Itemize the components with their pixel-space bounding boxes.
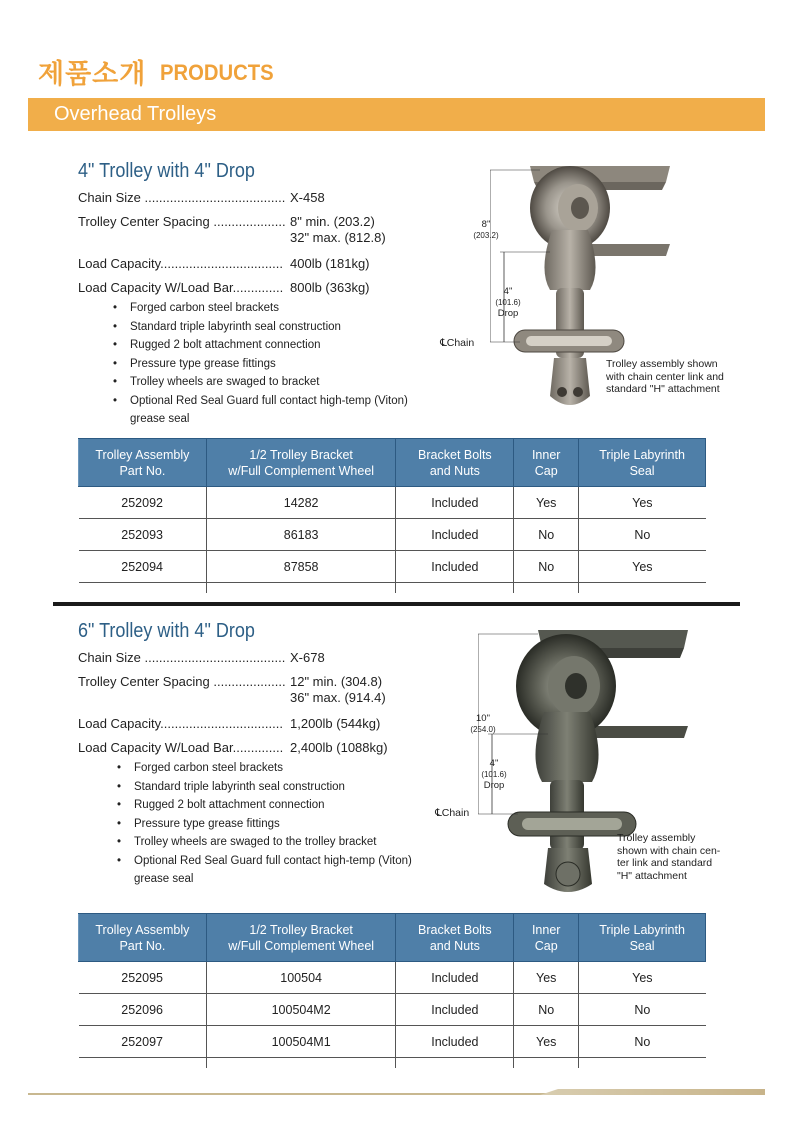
dimension-height	[468, 219, 504, 241]
header-line: Cap	[534, 938, 558, 953]
header-line: Part No.	[119, 938, 166, 953]
table-cell: 100504M2	[206, 994, 396, 1026]
feature-item: • Standard triple labyrinth seal construction	[113, 319, 408, 338]
section-banner	[28, 98, 765, 131]
spec-load-capacity	[78, 716, 381, 731]
feature-item-continuation: grease seal	[134, 873, 194, 885]
banner-title: Overhead Trolleys	[54, 103, 217, 125]
header-line: Bracket Bolts	[418, 922, 492, 937]
table-cell: 14282	[206, 487, 396, 519]
table-cell: No	[579, 994, 706, 1026]
dimension-height-value: 10"	[476, 713, 490, 724]
table-row	[79, 962, 706, 994]
header-title-korean: 제품소개	[38, 59, 147, 90]
header-line: Seal	[629, 463, 655, 478]
image-caption	[617, 832, 720, 882]
spec-load-capacity	[78, 256, 370, 271]
feature-list	[113, 300, 408, 430]
table-row	[79, 994, 706, 1026]
table-row	[79, 551, 706, 583]
col-header-inner-cap	[514, 439, 579, 487]
header-line: Inner	[531, 447, 561, 462]
table-cell: No	[514, 994, 579, 1026]
table-cell: 87858	[206, 551, 396, 583]
table-cell: Yes	[514, 487, 579, 519]
spec-label: Load Capacity..................................	[78, 716, 283, 731]
feature-list	[117, 760, 412, 890]
spec-center-spacing	[78, 674, 383, 689]
header-line: 1/2 Trolley Bracket	[249, 447, 353, 462]
centerline-icon: ℄	[435, 807, 442, 819]
table-cell: 86183	[206, 519, 396, 551]
table-cell: 252092	[79, 487, 207, 519]
table-cell: Yes	[579, 487, 706, 519]
feature-item: • Standard triple labyrinth seal construction	[117, 779, 412, 798]
section-divider	[53, 602, 740, 606]
col-header-bolts	[396, 914, 514, 962]
header-line: Part No.	[119, 463, 166, 478]
caption-line: Trolley assembly shown	[606, 358, 718, 370]
dimension-height-mm: (254.0)	[470, 725, 496, 734]
col-header-bracket	[206, 439, 396, 487]
table-cell: Included	[396, 1026, 514, 1058]
table-cell: 252096	[79, 994, 207, 1026]
centerline-icon: ℄	[440, 337, 447, 349]
col-header-seal	[579, 439, 706, 487]
table-stub-row	[79, 1058, 706, 1068]
header-line: Trolley Assembly	[95, 922, 190, 937]
caption-line: standard "H" attachment	[606, 383, 720, 395]
spec-load-capacity-bar	[78, 280, 370, 295]
parts-table-6in	[78, 913, 706, 1068]
header-line: and Nuts	[429, 938, 480, 953]
dimension-drop-label: Drop	[497, 308, 519, 319]
table-cell: Included	[396, 519, 514, 551]
table-cell: Included	[396, 962, 514, 994]
spec-value: 800lb (363kg)	[290, 280, 370, 295]
image-caption	[606, 358, 724, 396]
table-cell: 100504M1	[206, 1026, 396, 1058]
header-line: Inner	[531, 922, 561, 937]
dimension-drop	[476, 758, 512, 791]
table-cell: No	[514, 551, 579, 583]
spec-center-spacing	[78, 214, 375, 229]
spec-load-capacity-bar	[78, 740, 388, 755]
table-stub-row	[79, 583, 706, 593]
spec-chain-size	[78, 650, 325, 665]
feature-item: • Trolley wheels are swaged to the trolley bracket	[117, 834, 412, 853]
spec-value: 36" max. (914.4)	[290, 690, 386, 705]
header-line: Bracket Bolts	[418, 447, 492, 462]
dimension-height	[463, 713, 503, 735]
col-header-part-no	[79, 914, 207, 962]
header-line: Seal	[629, 938, 655, 953]
dimension-drop	[490, 286, 526, 319]
spec-label: Load Capacity W/Load Bar..............	[78, 280, 284, 295]
table-cell: Yes	[579, 962, 706, 994]
feature-item: • Trolley wheels are swaged to bracket	[113, 374, 408, 393]
spec-label: Load Capacity..................................	[78, 256, 283, 271]
footer-accent-bar	[540, 1089, 765, 1095]
spec-value: 8" min. (203.2)	[290, 214, 375, 229]
table-cell: Included	[396, 487, 514, 519]
table-cell: 100504	[206, 962, 396, 994]
dimension-drop-label: Drop	[483, 780, 505, 791]
feature-item: • Pressure type grease fittings	[113, 356, 408, 375]
parts-table-4in	[78, 438, 706, 593]
col-header-part-no	[79, 439, 207, 487]
caption-line: shown with chain cen-	[617, 844, 721, 857]
spec-label: Chain Size .......................................	[78, 650, 286, 665]
dimension-height-mm: (203.2)	[473, 231, 499, 240]
table-cell: No	[579, 1026, 706, 1058]
spec-label: Trolley Center Spacing ....................	[78, 674, 286, 689]
header-line: and Nuts	[429, 463, 480, 478]
header-line: Triple Labyrinth	[599, 447, 685, 462]
feature-item: • Forged carbon steel brackets	[113, 300, 408, 319]
table-cell: 252094	[79, 551, 207, 583]
product-title-4in: 4" Trolley with 4" Drop	[78, 160, 255, 182]
chain-label: Chain	[441, 807, 470, 819]
table-cell: No	[579, 519, 706, 551]
centerline-chain-label	[435, 807, 469, 819]
spec-value: 12" min. (304.8)	[290, 674, 383, 689]
feature-item: • Rugged 2 bolt attachment connection	[113, 337, 408, 356]
table-cell: Yes	[514, 1026, 579, 1058]
table-row	[79, 519, 706, 551]
col-header-bracket	[206, 914, 396, 962]
spec-value: 400lb (181kg)	[290, 256, 370, 271]
feature-item-continuation: grease seal	[130, 413, 190, 425]
table-cell: No	[514, 519, 579, 551]
col-header-seal	[579, 914, 706, 962]
caption-line: Trolley assembly	[617, 832, 696, 844]
header-line: Triple Labyrinth	[599, 922, 685, 937]
spec-value: 2,400lb (1088kg)	[290, 740, 388, 755]
table-row	[79, 1026, 706, 1058]
table-header-row	[79, 914, 706, 962]
dimension-drop-value: 4"	[489, 758, 499, 769]
table-header-row	[79, 439, 706, 487]
product-title-6in: 6" Trolley with 4" Drop	[78, 620, 255, 642]
chain-label: Chain	[446, 337, 475, 349]
table-cell: Included	[396, 551, 514, 583]
header-line: w/Full Complement Wheel	[228, 463, 375, 478]
header-title-english: PRODUCTS	[160, 60, 274, 85]
header-line: Cap	[534, 463, 558, 478]
table-cell: Yes	[514, 962, 579, 994]
feature-item: • Forged carbon steel brackets	[117, 760, 412, 779]
spec-label: Trolley Center Spacing ....................	[78, 214, 286, 229]
spec-value: X-458	[290, 190, 325, 205]
spec-label: Load Capacity W/Load Bar..............	[78, 740, 284, 755]
header-line: Trolley Assembly	[95, 447, 190, 462]
spec-label: Chain Size .......................................	[78, 190, 286, 205]
dimension-height-value: 8"	[481, 219, 491, 230]
feature-item: • Rugged 2 bolt attachment connection	[117, 797, 412, 816]
dimension-drop-mm: (101.6)	[495, 298, 521, 307]
table-cell: Yes	[579, 551, 706, 583]
table-row	[79, 487, 706, 519]
feature-item: • Optional Red Seal Guard full contact high-temp (Viton)	[117, 853, 412, 872]
col-header-bolts	[396, 439, 514, 487]
caption-line: with chain center link and	[606, 370, 724, 383]
spec-value: 32" max. (812.8)	[290, 230, 386, 245]
table-cell: 252095	[79, 962, 207, 994]
centerline-chain-label	[440, 337, 474, 349]
feature-item: • Optional Red Seal Guard full contact high-temp (Viton)	[113, 393, 408, 412]
header-line: w/Full Complement Wheel	[228, 938, 375, 953]
col-header-inner-cap	[514, 914, 579, 962]
table-cell: 252093	[79, 519, 207, 551]
dimension-drop-value: 4"	[503, 286, 513, 297]
feature-item: • Pressure type grease fittings	[117, 816, 412, 835]
caption-line: ter link and standard	[617, 857, 713, 869]
spec-value: X-678	[290, 650, 325, 665]
header-line: 1/2 Trolley Bracket	[249, 922, 353, 937]
table-cell: Included	[396, 994, 514, 1026]
dimension-drop-mm: (101.6)	[481, 770, 507, 779]
table-cell: 252097	[79, 1026, 207, 1058]
caption-line: "H" attachment	[617, 869, 687, 882]
spec-value: 1,200lb (544kg)	[290, 716, 381, 731]
spec-chain-size	[78, 190, 325, 205]
